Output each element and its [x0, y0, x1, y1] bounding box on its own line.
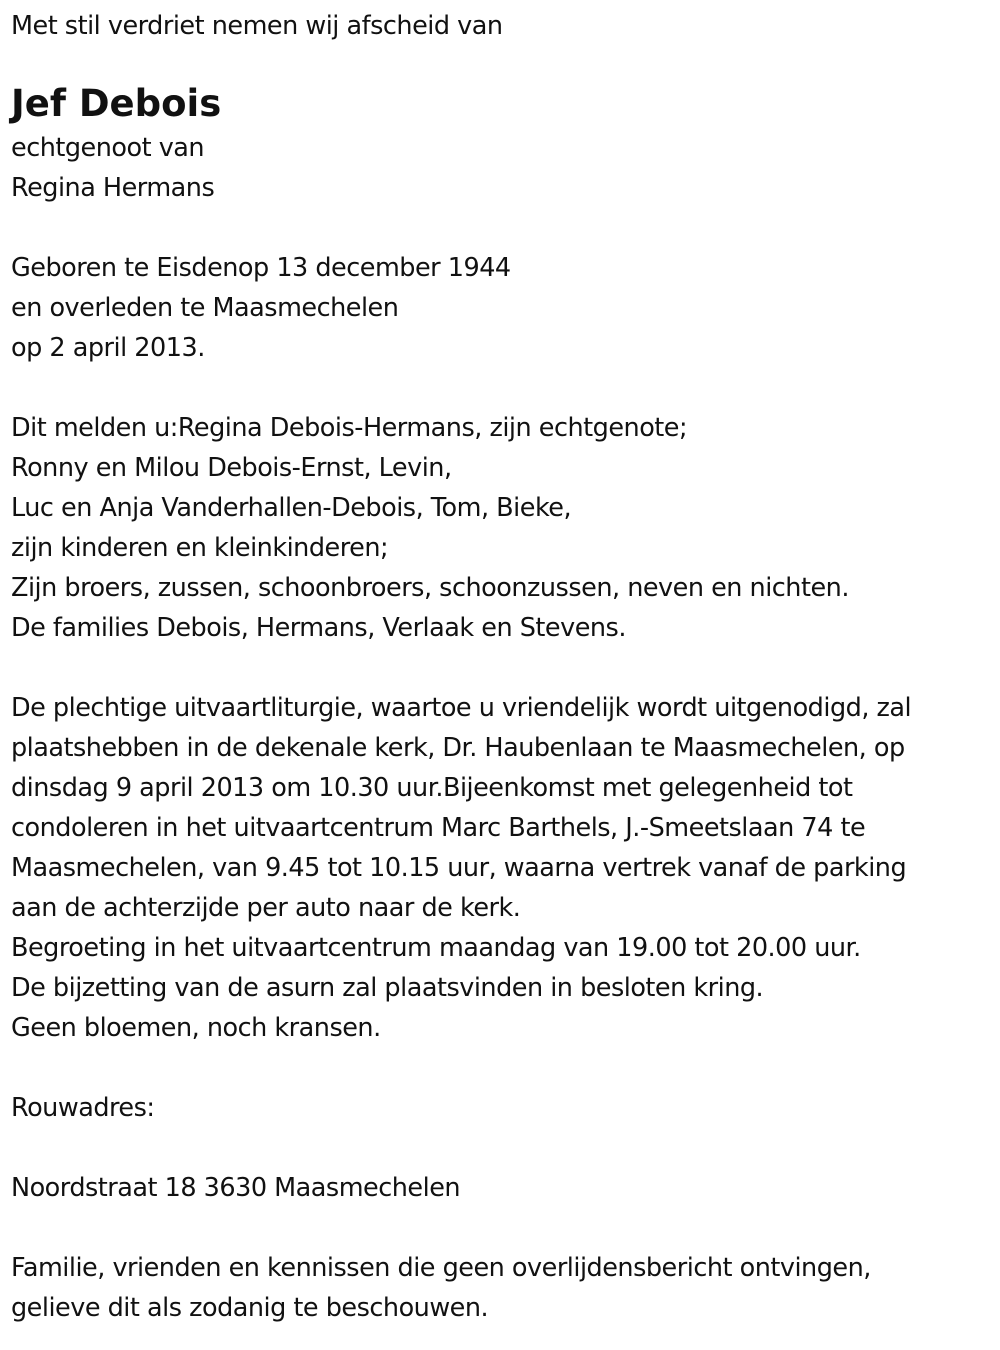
family-section	[11, 408, 996, 648]
birth-line: Geboren te Eisdenop 13 december 1944	[11, 253, 511, 283]
spacer	[11, 1208, 996, 1248]
address-value: Noordstraat 18 3630 Maasmechelen	[11, 1173, 461, 1203]
ceremony-line: Geen bloemen, noch kransen.	[11, 1013, 381, 1043]
family-line: Zijn broers, zussen, schoonbroers, schoonzussen, neven en nichten.	[11, 573, 849, 603]
spacer	[11, 208, 996, 248]
closing-line: gelieve dit als zodanig te beschouwen.	[11, 1293, 489, 1323]
family-line: zijn kinderen en kleinkinderen;	[11, 533, 389, 563]
spacer	[11, 1048, 996, 1088]
intro-text: Met stil verdriet nemen wij afscheid van	[11, 11, 503, 41]
closing-section	[11, 1248, 996, 1328]
relation-line: echtgenoot van	[11, 133, 205, 163]
ceremony-section	[11, 688, 996, 1048]
spacer	[11, 368, 996, 408]
birth-death-section	[11, 248, 996, 368]
deceased-name: Jef Debois	[11, 82, 222, 125]
ceremony-line: dinsdag 9 april 2013 om 10.30 uur.Bijeenkomst met gelegenheid tot	[11, 773, 853, 803]
ceremony-line: aan de achterzijde per auto naar de kerk.	[11, 893, 521, 923]
family-line: Ronny en Milou Debois-Ernst, Levin,	[11, 453, 452, 483]
ceremony-line: plaatshebben in de dekenale kerk, Dr. Haubenlaan te Maasmechelen, op	[11, 733, 905, 763]
ceremony-line: condoleren in het uitvaartcentrum Marc Barthels, J.-Smeetslaan 74 te	[11, 813, 866, 843]
closing-line: Familie, vrienden en kennissen die geen overlijdensbericht ontvingen,	[11, 1253, 871, 1283]
death-place-line: en overleden te Maasmechelen	[11, 293, 399, 323]
spouse-name: Regina Hermans	[11, 173, 215, 203]
ceremony-line: Begroeting in het uitvaartcentrum maandag van 19.00 tot 20.00 uur.	[11, 933, 861, 963]
ceremony-line: Maasmechelen, van 9.45 tot 10.15 uur, waarna vertrek vanaf de parking	[11, 853, 907, 883]
ceremony-line: De bijzetting van de asurn zal plaatsvinden in besloten kring.	[11, 973, 764, 1003]
spacer	[11, 648, 996, 688]
family-line: De families Debois, Hermans, Verlaak en Stevens.	[11, 613, 626, 643]
address-label: Rouwadres:	[11, 1093, 155, 1123]
spacer	[11, 1128, 996, 1168]
family-line: Luc en Anja Vanderhallen-Debois, Tom, Bieke,	[11, 493, 572, 523]
death-date-line: op 2 april 2013.	[11, 333, 205, 363]
death-notice	[11, 6, 996, 1328]
family-line: Dit melden u:Regina Debois-Hermans, zijn echtgenote;	[11, 413, 688, 443]
ceremony-line: De plechtige uitvaartliturgie, waartoe u vriendelijk wordt uitgenodigd, zal	[11, 693, 912, 723]
